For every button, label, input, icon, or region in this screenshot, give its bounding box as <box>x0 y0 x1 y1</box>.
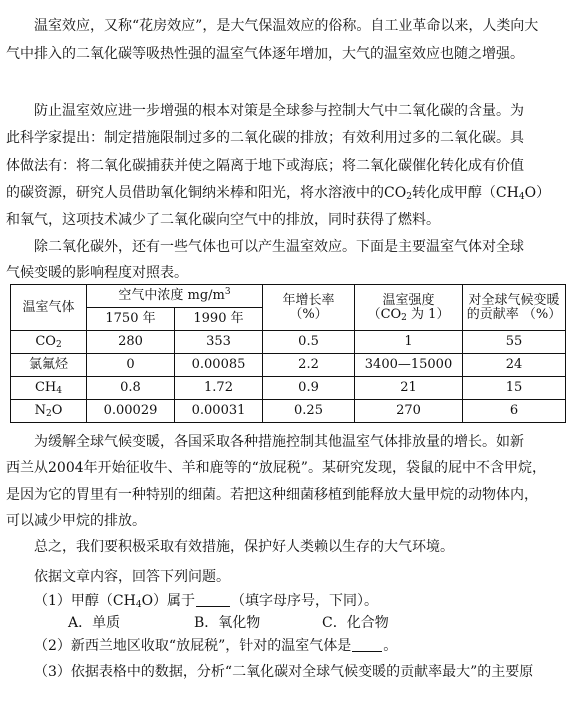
paragraph-1-line-1: 温室效应，又称“花房效应”，是大气保温效应的俗称。自工业革命以来，人类向大 <box>34 18 539 34</box>
text-segment: 。 <box>383 638 398 654</box>
cell-intensity: 3400—15000 <box>355 354 463 377</box>
paragraph-3-line-2: 气候变暖的影响程度对照表。 <box>6 265 188 281</box>
answer-blank-1[interactable] <box>196 594 230 607</box>
paragraph-2-line-3: 体做法有：将二氧化碳捕获并使之隔离于地下或海底；将二氧化碳催化转化成有价值 <box>6 158 524 174</box>
table-row <box>11 400 566 423</box>
questions-intro: 依据文章内容，回答下列问题。 <box>34 569 230 585</box>
paragraph-2-line-1: 防止温室效应进一步增强的根本对策是全球参与控制大气中二氧化碳的含量。为 <box>34 103 524 119</box>
cell-contribution: 6 <box>463 400 566 423</box>
header-text: （%） <box>289 306 328 322</box>
text-segment: （填字母序号，下同）。 <box>231 593 379 609</box>
paragraph-4-line-4: 可以减少甲烷的排放。 <box>6 513 146 529</box>
header-growth-rate <box>263 285 355 331</box>
paragraph-2-line-2: 此科学家提出：制定措施限制过多的二氧化碳的排放；有效利用过多的二氧化碳。具 <box>6 130 524 146</box>
subscript: 2 <box>401 312 407 323</box>
superscript: 3 <box>224 287 231 297</box>
option-b[interactable]: B．氧化物 <box>194 615 261 631</box>
text-segment: 转化成甲醇（CH <box>411 185 519 201</box>
subscript: 2 <box>55 340 62 350</box>
cell-conc-1990: 0.00085 <box>175 354 263 377</box>
cell-contribution: 55 <box>463 331 566 354</box>
cell-gas <box>11 354 87 377</box>
paragraph-3-line-1: 除二氧化碳外，还有一些气体也可以产生温室效应。下面是主要温室气体对全球 <box>34 239 524 255</box>
cell-conc-1750: 0.00029 <box>87 400 175 423</box>
header-text: 年增长率 <box>282 292 335 308</box>
subscript: 2 <box>45 409 52 419</box>
header-year-1990: 1990 年 <box>175 308 263 331</box>
header-gas: 温室气体 <box>11 285 87 331</box>
subscript: 4 <box>56 386 63 396</box>
paragraph-4-line-3: 是因为它的胃里有一种特别的细菌。若把这种细菌移植到能释放大量甲烷的动物体内， <box>6 487 538 503</box>
table-row <box>11 377 566 400</box>
cell-conc-1990: 353 <box>175 331 263 354</box>
header-text: （CO <box>367 306 402 322</box>
paragraph-5-line-1: 总之，我们要积极采取有效措施，保护好人类赖以生存的大气环境。 <box>34 539 454 555</box>
cell-conc-1990: 1.72 <box>175 377 263 400</box>
table-header-row <box>11 285 566 308</box>
greenhouse-gas-table <box>10 284 566 423</box>
text-segment: O <box>51 403 63 418</box>
cell-growth: 0.9 <box>263 377 355 400</box>
answer-blank-2[interactable] <box>352 639 382 652</box>
cell-contribution: 24 <box>463 354 566 377</box>
option-a[interactable]: A．单质 <box>68 615 121 631</box>
cell-gas <box>11 331 87 354</box>
subscript: 2 <box>406 192 412 202</box>
cell-intensity: 1 <box>355 331 463 354</box>
header-intensity <box>355 285 463 331</box>
header-text: 的贡献率 （%） <box>466 306 562 322</box>
cell-growth: 0.5 <box>263 331 355 354</box>
header-contribution <box>463 285 566 331</box>
cell-intensity: 21 <box>355 377 463 400</box>
paragraph-2-line-5: 和氧气，这项技术减少了二氧化碳向空气中的排放，同时获得了燃料。 <box>6 212 440 228</box>
cell-conc-1990: 0.00031 <box>175 400 263 423</box>
cell-conc-1750: 0 <box>87 354 175 377</box>
text-segment: CH <box>34 380 57 395</box>
text-segment: CO <box>35 334 56 349</box>
question-2 <box>34 637 573 655</box>
paragraph-1-line-2: 气中排入的二氧化碳等吸热性强的温室气体逐年增加，大气的温室效应也随之增强。 <box>6 46 524 62</box>
table-row <box>11 331 566 354</box>
paragraph-4-line-1: 为缓解全球气候变暖，各国采取各种措施控制其他温室气体排放量的增长。如新 <box>34 434 524 450</box>
header-text: 对全球气候变暖 <box>468 292 560 308</box>
text-segment: 的碳资源，研究人员借助氧化铜纳米棒和阳光，将水溶液中的CO <box>6 185 407 201</box>
header-concentration <box>87 285 263 308</box>
text-segment: O）属于 <box>141 593 196 609</box>
text-segment: （2）新西兰地区收取“放屁税”，针对的温室气体是 <box>34 638 352 654</box>
question-1 <box>34 592 573 610</box>
paragraph-2-line-4 <box>6 184 573 202</box>
cell-gas <box>11 377 87 400</box>
header-text: 为 1） <box>406 306 450 322</box>
cell-growth: 0.25 <box>263 400 355 423</box>
cell-contribution: 15 <box>463 377 566 400</box>
cell-growth: 2.2 <box>263 354 355 377</box>
paragraph-4-line-2: 西兰从2004年开始征收牛、羊和鹿等的“放屁税”。某研究发现，袋鼠的屁中不含甲烷， <box>6 460 546 476</box>
cell-conc-1750: 280 <box>87 331 175 354</box>
text-segment: 氯氟烃 <box>28 357 68 372</box>
header-text <box>355 308 462 322</box>
question-3: （3）依据表格中的数据，分析“二氧化碳对全球气候变暖的贡献率最大”的主要原 <box>34 664 534 680</box>
table-row <box>11 354 566 377</box>
text-segment: （1）甲醇（CH <box>34 593 136 609</box>
subscript: 4 <box>518 192 525 202</box>
text-segment: N <box>34 403 46 418</box>
header-text: 温室强度 <box>382 292 435 308</box>
cell-conc-1750: 0.8 <box>87 377 175 400</box>
text-segment: O） <box>524 185 551 201</box>
header-year-1750: 1750 年 <box>87 308 175 331</box>
header-text: 空气中浓度 mg/m <box>118 288 225 303</box>
subscript: 4 <box>135 600 142 610</box>
option-c[interactable]: C．化合物 <box>322 615 389 631</box>
cell-intensity: 270 <box>355 400 463 423</box>
cell-gas <box>11 400 87 423</box>
